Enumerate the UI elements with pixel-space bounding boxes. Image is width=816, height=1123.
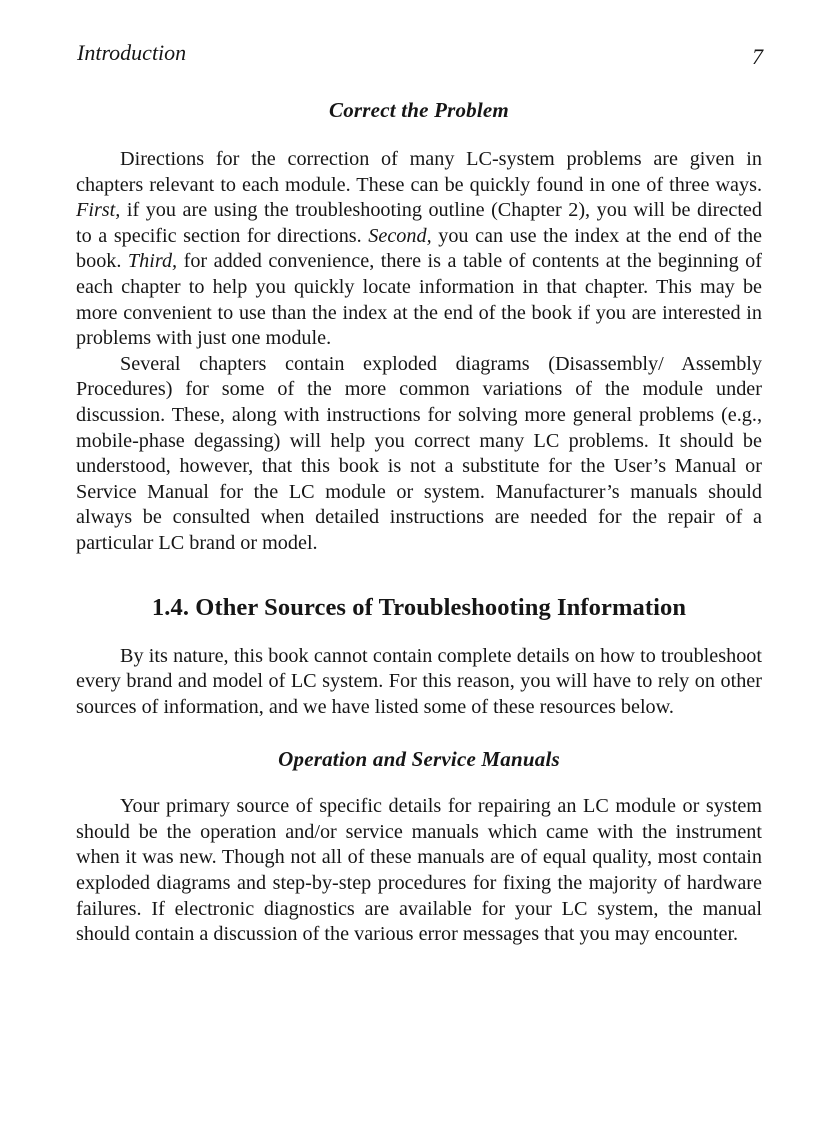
page-number: 7 — [752, 44, 763, 69]
paragraph-exploded-diagrams: Several chapters contain exploded diagrams (Disassembly/ Assembly Procedures) for some of the more common variations of the module under discussion. These, along with instructions for solving more general problems (e.g., mobile-phase degassing) will help you correct many LC problems. It should be understood, however, that this book is not a substitute for the User’s Manual or Service Manual for the LC module or system. Manufacturer’s manuals should always be consulted when detailed instructions are needed for the repair of a particular LC brand or model. — [76, 352, 762, 554]
subheading-operation-service-manuals: Operation and Service Manuals — [278, 747, 560, 772]
chapter-title: Introduction — [77, 40, 187, 65]
running-head — [77, 40, 763, 70]
paragraph-correct-directions: Directions for the correction of many LC-system problems are given in chapters relevant to each module. These can be quickly found in one of three ways. First, if you are using the troubleshooting outline (Chapter 2), you will be directed to a specific section for directions. Second, you can use the index at the end of the book. Third, for added convenience, there is a table of contents at the beginning of each chapter to help you quickly locate information in that chapter. This may be more convenient to use than the index at the end of the book if you are interested in problems with just one module. — [76, 148, 763, 350]
page-body — [76, 95, 762, 948]
paragraph-primary-source: Your primary source of specific details for repairing an LC module or system should be the operation and/or service manuals which came with the instrument when it was new. Though not all of these manuals are of equal quality, most contain exploded diagrams and step-by-step procedures for fixing the majority of hardware failures. If electronic diagnostics are available for your LC system, the manual should contain a discussion of the various error messages that you may encounter. — [76, 795, 762, 946]
paragraph-other-sources: By its nature, this book cannot contain complete details on how to troubleshoot every brand and model of LC system. For this reason, you will have to rely on other sources of information, and we have listed some of these resources below. — [76, 644, 762, 718]
subheading-correct-the-problem: Correct the Problem — [329, 98, 509, 122]
section-heading-1-4: 1.4. Other Sources of Troubleshooting Information — [151, 593, 687, 621]
